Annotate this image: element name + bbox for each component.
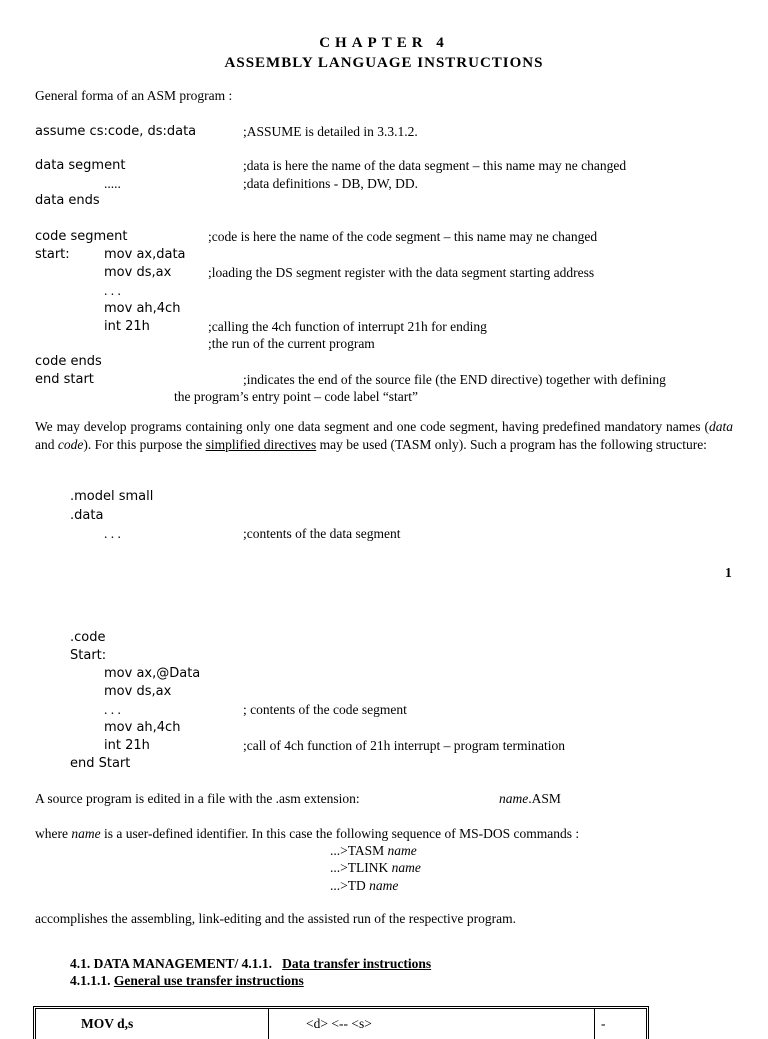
code-line: .code [70,630,106,645]
code-line: mov ah,4ch [104,720,181,735]
code-comment: ;data is here the name of the data segment – this name may ne changed [243,158,627,173]
code-line: data segment [35,158,126,173]
code-line: int 21h [104,738,150,753]
code-label: start: [35,247,70,262]
code-line: . . . [104,526,121,541]
code-comment: ;ASSUME is detailed in 3.3.1.2. [243,124,418,139]
code-line: mov ax,data [104,247,186,262]
instruction-semantics: <d> <-- <s> [306,1016,372,1031]
code-line: mov ah,4ch [104,301,181,316]
code-comment: ;contents of the data segment [243,526,401,541]
code-line: data ends [35,193,100,208]
code-line: mov ax,@Data [104,666,201,681]
chapter-heading: CHAPTER 4 [319,35,449,51]
page-number: 1 [725,565,732,580]
code-comment: ;call of 4ch function of 21h interrupt – program termination [243,738,566,753]
code-comment: the program’s entry point – code label “start” [174,389,419,404]
code-comment: ; contents of the code segment [243,702,407,717]
code-line: . . . [104,702,121,717]
command-line: ...>TD name [330,878,399,893]
code-label: Start: [70,648,107,663]
table-divider [594,1009,595,1039]
code-line: int 21h [104,319,150,334]
term-simplified-directives: simplified directives [205,437,317,452]
code-line: end start [35,372,94,387]
table-cell [36,1009,269,1039]
command-line: ...>TASM name [330,843,417,858]
code-comment: ;code is here the name of the code segment – this name may ne changed [208,229,598,244]
section-heading: 4.1. DATA MANAGEMENT/ 4.1.1. Data transfer instructions [70,956,432,971]
code-line: mov ds,ax [104,265,172,280]
code-line: .model small [70,489,154,504]
code-comment: ;loading the DS segment register with the data segment starting address [208,265,595,280]
code-comment: ;calling the 4ch function of interrupt 21h for ending [208,319,487,334]
file-name-pattern: name.ASM [499,791,561,806]
code-line: .data [70,508,104,523]
code-line: code ends [35,354,102,369]
code-line: assume cs:code, ds:data [35,124,197,139]
paragraph: where name is a user-defined identifier. In this case the following sequence of MS-DOS commands : [35,826,580,841]
code-comment: ;indicates the end of the source file (the END directive) together with defining [243,372,666,387]
instruction-flags: - [601,1016,606,1031]
instruction-table [33,1006,649,1039]
command-line: ...>TLINK name [330,860,421,875]
code-line: end Start [70,756,131,771]
code-comment: ;data definitions - DB, DW, DD. [243,176,418,191]
instruction-mnemonic: MOV d,s [81,1016,134,1031]
paragraph: We may develop programs containing only one data segment and one code segment, having predefined mandatory names (data and code). For this purpose the simplified directives may be used (TASM only). Such a program has the following structure: [35,419,733,452]
intro-text: General forma of an ASM program : [35,88,233,103]
paragraph: A source program is edited in a file with the .asm extension: [35,791,360,806]
paragraph: accomplishes the assembling, link-editing and the assisted run of the respective program. [35,911,516,926]
code-line: ..... [104,176,121,191]
code-line: . . . [104,283,121,298]
code-comment: ;the run of the current program [208,336,375,351]
chapter-title: ASSEMBLY LANGUAGE INSTRUCTIONS [224,55,544,71]
code-line: code segment [35,229,128,244]
subsection-heading: 4.1.1.1. General use transfer instructions [70,973,304,988]
code-line: mov ds,ax [104,684,172,699]
